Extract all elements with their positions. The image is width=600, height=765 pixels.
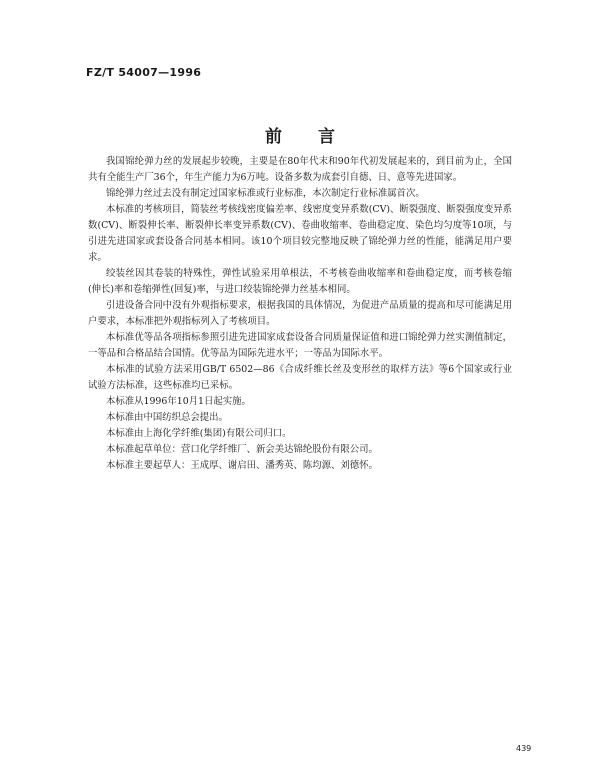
paragraph: 本标准的试验方法采用GB/T 6502—86《合成纤维长丝及变形丝的取样方法》等6个国家或行业试验方法标准，这些标准均已采标。 bbox=[88, 364, 512, 391]
paragraph: 锦纶弹力丝过去没有制定过国家标准或行业标准，本次制定行业标准属首次。 bbox=[106, 188, 425, 199]
paragraph: 本标准由中国纺织总会提出。 bbox=[106, 412, 228, 423]
standard-code: FZ/T 54007—1996 bbox=[86, 66, 202, 79]
paragraph: 本标准优等品各项指标参照引进先进国家成套设备合同质量保证值和进口锦纶弹力丝实测值制定，一等品和合格品结合国情。优等品为国际先进水平；一等品为国际水平。 bbox=[88, 332, 512, 359]
paragraph: 本标准起草单位：营口化学纤维厂、新会美达锦纶股份有限公司。 bbox=[106, 444, 378, 455]
paragraph: 引进设备合同中没有外观指标要求，根据我国的具体情况，为促进产品质量的提高和尽可能满足用户要求，本标准把外观指标列入了考核项目。 bbox=[88, 300, 512, 327]
paragraph: 本标准从1996年10月1日起实施。 bbox=[106, 396, 251, 407]
paragraph: 本标准主要起草人：王成厚、谢启田、潘秀英、陈均源、刘德怀。 bbox=[106, 460, 378, 471]
paragraph: 本标准的考核项目，简装丝考核线密度偏差率、线密度变异系数(CV)、断裂强度、断裂强度变异系数(CV)、断裂伸长率、断裂伸长率变异系数(CV)、卷曲收缩率、卷曲稳定度、染色均匀度等10项，与引进先进国家或套设备合同基本相同。该10个项目较完整地反映了锦纶弹力丝的性能，能满足用户要求。 bbox=[88, 204, 512, 263]
preface-body bbox=[88, 154, 512, 474]
paragraph: 本标准由上海化学纤维(集团)有限公司归口。 bbox=[106, 428, 292, 439]
page-number: 439 bbox=[516, 744, 532, 753]
paragraph: 绞装丝因其卷装的特殊性，弹性试验采用单根法，不考核卷曲收缩率和卷曲稳定度，而考核卷缩(伸长)率和卷缩弹性(回复)率，与进口绞装锦纶弹力丝基本相同。 bbox=[88, 268, 512, 295]
paragraph: 我国锦纶弹力丝的发展起步较晚，主要是在80年代末和90年代初发展起来的，到目前为止，全国共有全能生产厂36个，年生产能力为6万吨。设备多数为成套引自德、日、意等先进国家。 bbox=[88, 156, 512, 183]
page-title: 前言 bbox=[265, 127, 371, 147]
